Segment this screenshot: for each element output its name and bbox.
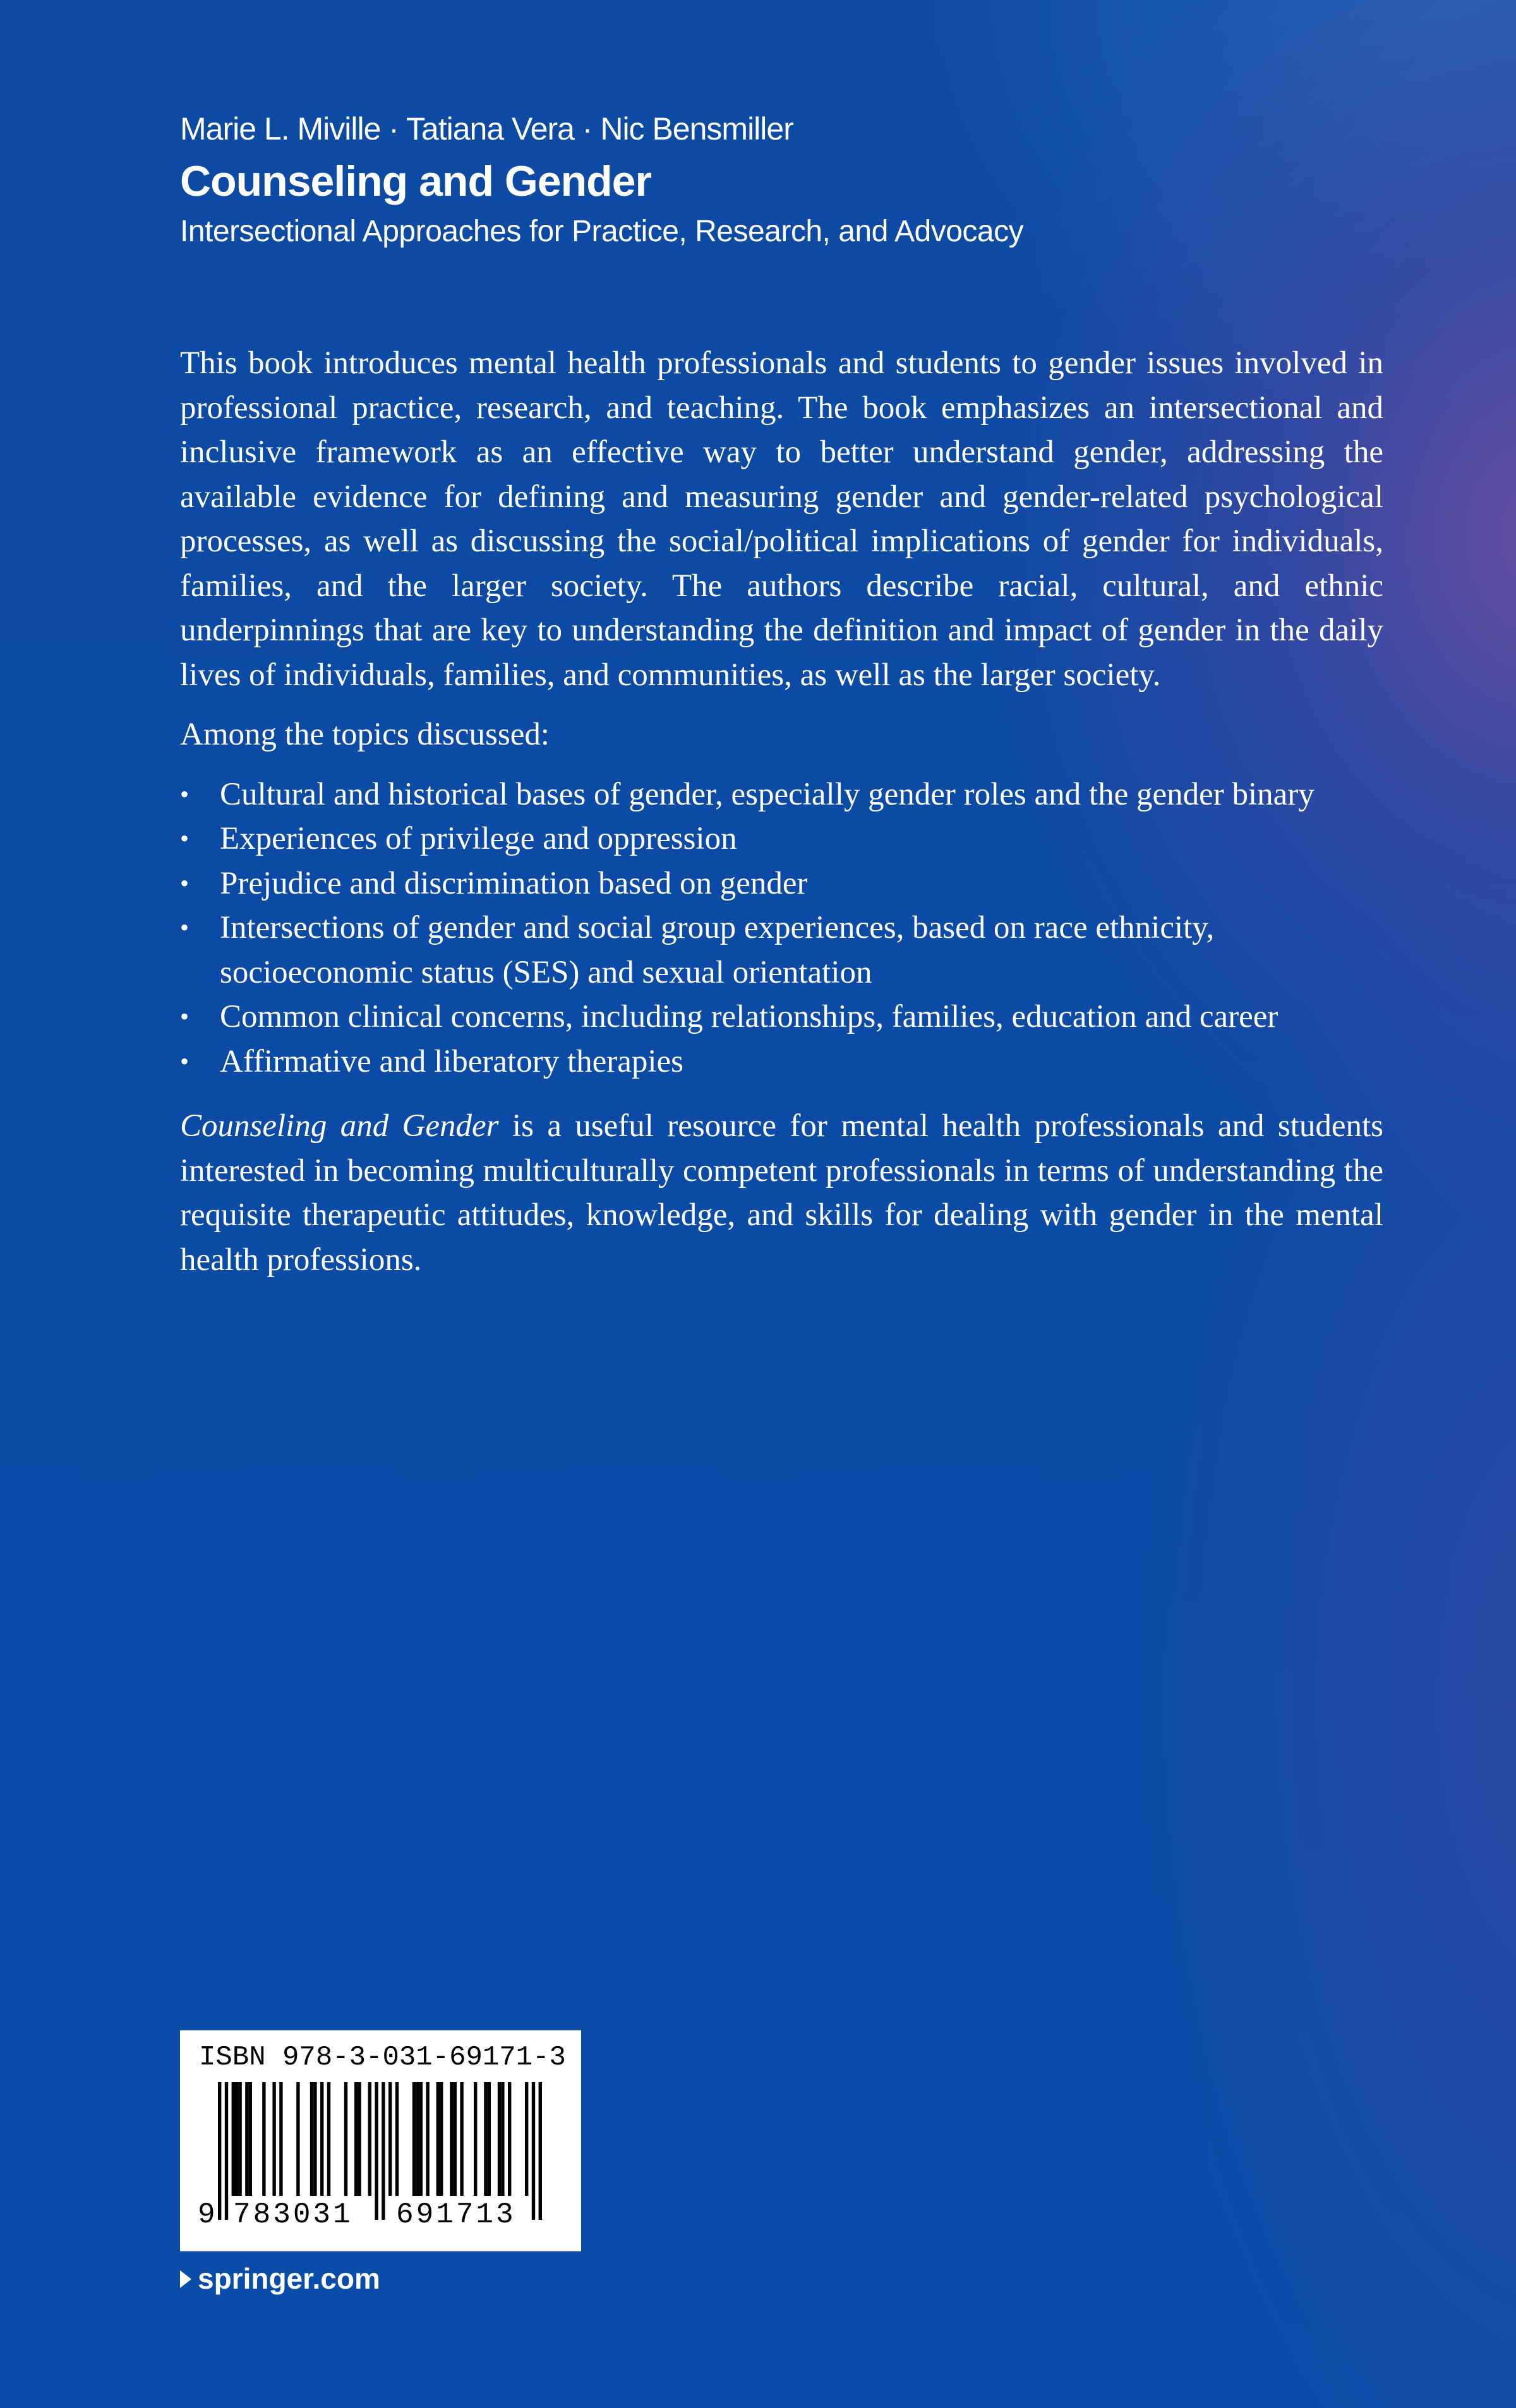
intro-paragraph: This book introduces mental health professionals and students to gender issues involved in professional practice, research, and teaching. The book emphasizes an intersectional and inclusive framework as an effective way to better understand gender, addressing the available evidence for defining and measuring gender and gender-related psychological processes, as well as discussing the social/political implications of gender for individuals, families, and the larger society. The authors describe racial, cultural, and ethnic underpinnings that are key to understanding the definition and impact of gender in the daily lives of individuals, families, and communities, as well as the larger society. <box>180 345 1383 693</box>
barcode-bar <box>310 2082 313 2196</box>
barcode-bar <box>375 2082 378 2220</box>
barcode-bar <box>238 2082 241 2196</box>
isbn-barcode <box>180 2030 581 2251</box>
barcode-bar <box>313 2082 316 2196</box>
barcode-bar <box>419 2082 423 2196</box>
topic-item: • Intersections of gender and social group experiences, based on race ethnicity, socioeconomic status (SES) and sexual orientation <box>180 906 1383 995</box>
ean-first-digit: 9 <box>196 2196 217 2234</box>
barcode-bar <box>296 2082 299 2196</box>
blurb <box>180 341 1383 1282</box>
topic-item: • Experiences of privilege and oppression <box>180 817 1383 861</box>
bullet-icon: • <box>180 824 190 853</box>
isbn-label: ISBN 978-3-031-69171-3 <box>199 2042 566 2073</box>
barcode-bar <box>498 2082 501 2196</box>
barcode-bar <box>225 2082 228 2220</box>
barcode-bar <box>508 2082 511 2196</box>
barcode-bar <box>525 2082 528 2196</box>
barcode-bar <box>412 2082 416 2196</box>
ean-right-digits: 691713 <box>395 2196 517 2234</box>
barcode-bar <box>440 2082 443 2196</box>
play-arrow-icon <box>180 2270 191 2288</box>
barcode-bar <box>532 2082 535 2220</box>
barcode-bar <box>388 2082 392 2196</box>
barcode-bar <box>488 2082 491 2196</box>
bullet-icon: • <box>180 913 190 942</box>
barcode-bar <box>235 2082 238 2196</box>
closing-text: is a useful resource for mental health professionals and students interested in becoming multiculturally competent professionals in terms of understanding the requisite therapeutic attitudes, knowledge, and skills for dealing with gender in the mental health professions. <box>180 1108 1383 1278</box>
topic-item: • Common clinical concerns, including relationships, families, education and career <box>180 995 1383 1039</box>
barcode-bar <box>539 2082 542 2220</box>
book-subtitle: Intersectional Approaches for Practice, Research, and Advocacy <box>180 215 1024 248</box>
bullet-icon: • <box>180 1046 190 1075</box>
topic-item: • Cultural and historical bases of gender, especially gender roles and the gender binary <box>180 772 1383 817</box>
barcode-bar <box>249 2082 252 2196</box>
publisher-website[interactable]: springer.com <box>198 2262 380 2295</box>
barcode-bar <box>501 2082 504 2196</box>
barcode-bar <box>245 2082 248 2196</box>
barcode-bar <box>484 2082 487 2196</box>
book-title: Counseling and Gender <box>180 157 651 205</box>
barcode-bar <box>262 2082 265 2196</box>
barcode-bar <box>382 2082 385 2220</box>
barcode-bar <box>232 2082 235 2196</box>
barcode-bar <box>327 2082 330 2196</box>
cover-header <box>180 107 1380 253</box>
bullet-icon: • <box>180 1002 190 1031</box>
barcode-bar <box>272 2082 275 2196</box>
barcode-bar <box>368 2082 371 2196</box>
barcode-bar <box>436 2082 440 2196</box>
topic-item: • Prejudice and discrimination based on gender <box>180 861 1383 906</box>
barcode-bar <box>426 2082 429 2196</box>
barcode-bar <box>460 2082 463 2196</box>
topic-item: • Affirmative and liberatory therapies <box>180 1039 1383 1084</box>
barcode-bar <box>279 2082 282 2196</box>
bullet-icon: • <box>180 779 190 808</box>
barcode-bar <box>344 2082 347 2196</box>
barcode-bar <box>450 2082 453 2196</box>
barcode-bar <box>416 2082 419 2196</box>
ean-left-digits: 783031 <box>232 2196 354 2234</box>
closing-book-title: Counseling and Gender <box>180 1108 499 1144</box>
authors: Marie L. Miville · Tatiana Vera · Nic Bensmiller <box>180 111 793 147</box>
publisher-link[interactable] <box>180 2260 380 2297</box>
topics-intro: Among the topics discussed: <box>180 717 550 752</box>
barcode-bar <box>358 2082 361 2196</box>
barcode-bar <box>395 2082 399 2196</box>
barcode-bar <box>354 2082 358 2196</box>
bullet-icon: • <box>180 868 190 897</box>
barcode-bar <box>320 2082 323 2196</box>
barcode-bar <box>218 2082 221 2220</box>
barcode-bar <box>454 2082 457 2196</box>
closing-paragraph <box>180 1104 1383 1282</box>
barcode-bar <box>474 2082 477 2196</box>
topics-list <box>180 772 1383 1084</box>
